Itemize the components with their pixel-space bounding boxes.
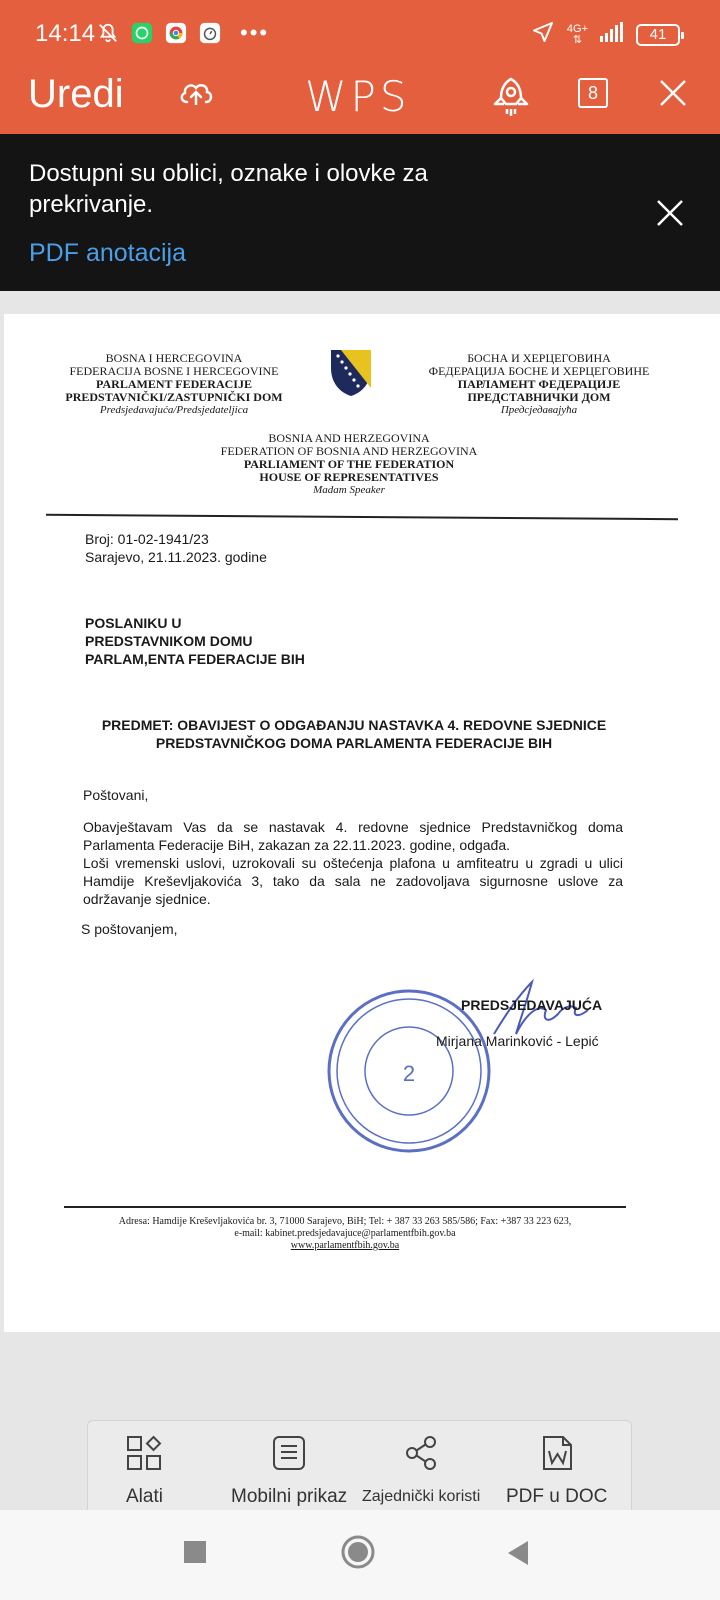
edit-button[interactable]: Uredi — [28, 72, 124, 116]
header-left-line: PARLAMENT FEDERACIJE — [96, 377, 252, 391]
tools-label: Alati — [126, 1486, 163, 1507]
status-time: 14:14 — [35, 20, 96, 47]
tools-grid-icon — [126, 1435, 162, 1476]
annotation-notice-banner — [0, 134, 720, 291]
battery-icon — [636, 24, 680, 46]
signer-title: PREDSJEDAVAJUĆA — [461, 997, 603, 1013]
wps-logo: WPS — [305, 72, 411, 121]
header-right-line: ФЕДЕРАЦИЈА БОСНЕ И ХЕРЦЕГОВИНЕ — [428, 364, 650, 378]
bottom-toolbar — [87, 1420, 632, 1520]
more-notifications-icon: ••• — [240, 20, 270, 45]
header-left-line: BOSNA I HERCEGOVINA — [105, 351, 243, 365]
share-button[interactable] — [362, 1435, 480, 1506]
share-label: Zajednički koristi — [362, 1488, 481, 1505]
footer-email: e-mail: kabinet.predsjedavajuce@parlamentfbih.gov.ba — [234, 1228, 456, 1239]
footer-website-link[interactable]: www.parlamentfbih.gov.ba — [290, 1240, 400, 1251]
header-center-line: BOSNIA AND HERZEGOVINA — [268, 431, 430, 445]
header-center-line: PARLIAMENT OF THE FEDERATION — [243, 457, 455, 471]
network-indicator: 4G+ ⇅ — [566, 22, 588, 46]
recent-apps-icon[interactable] — [183, 1540, 207, 1569]
header-center — [204, 432, 494, 497]
body-paragraph: Obavještavam Vas da se nastavak 4. redovne sjednice Predstavničkog doma Parlamenta Federacije BiH, zakazan za 22.11.2023. godine, odgađa. — [83, 819, 623, 853]
header-right-line: БОСНА И ХЕРЦЕГОВИНА — [467, 351, 611, 365]
subject-line: PREDSTAVNIČKOG DOMA PARLAMENTA FEDERACIJE BIH — [155, 735, 553, 751]
notice-text: Dostupni su oblici, oznake i olovke za prekrivanje. — [29, 160, 428, 218]
notification-icons — [96, 20, 269, 46]
recipient-line: PREDSTAVNIKOM DOMU — [85, 633, 253, 649]
closing: S poštovanjem, — [81, 921, 178, 937]
battery-level: 41 — [649, 26, 667, 43]
back-icon[interactable] — [506, 1540, 530, 1571]
tools-button[interactable] — [126, 1435, 163, 1508]
svg-text:2: 2 — [402, 1061, 416, 1086]
whatsapp-icon — [130, 21, 154, 45]
recipient-line: PARLAM,ENTA FEDERACIJE BIH — [85, 651, 305, 667]
cloud-upload-icon[interactable] — [178, 78, 214, 113]
header-right-line: Предсједавајућа — [500, 404, 578, 416]
reference-number: Broj: 01-02-1941/23 — [85, 531, 209, 547]
header-divider — [46, 514, 678, 520]
pdf-annotation-link[interactable]: PDF anotacija — [29, 239, 187, 267]
mobile-view-label: Mobilni prikaz — [231, 1486, 348, 1507]
rocket-icon[interactable] — [490, 76, 532, 123]
reference-date: Sarajevo, 21.11.2023. godine — [85, 549, 267, 565]
header-right-line: ПАРЛАМЕНТ ФЕДЕРАЦИЈЕ — [457, 377, 621, 391]
pdf-to-doc-icon — [539, 1435, 575, 1476]
greeting: Poštovani, — [83, 787, 149, 803]
pdf-page[interactable] — [4, 314, 720, 1332]
location-arrow-icon — [531, 20, 555, 49]
close-notice-icon[interactable] — [655, 198, 685, 233]
mobile-view-icon — [271, 1435, 307, 1476]
footer-address: Adresa: Hamdije Kreševljakovića br. 3, 71000 Sarajevo, BiH; Tel: + 387 33 263 585/586; Fax: +387 33 223 623, — [118, 1216, 572, 1227]
signer-name: Mirjana Marinković - Lepić — [436, 1033, 599, 1049]
header-right — [414, 352, 664, 417]
footer-divider — [64, 1206, 626, 1208]
chrome-icon — [164, 21, 188, 45]
status-right — [531, 20, 680, 49]
header-center-line: FEDERATION OF BOSNIA AND HERZEGOVINA — [220, 444, 478, 458]
header-left-line: Predsjedavajuća/Predsjedateljica — [99, 404, 249, 416]
header-left-line: PREDSTAVNIČKI/ZASTUPNIČKI DOM — [65, 390, 283, 404]
close-icon[interactable] — [658, 78, 688, 113]
status-bar — [0, 0, 720, 64]
pdf-to-doc-button[interactable] — [506, 1435, 607, 1508]
recipient-line: POSLANIKU U — [85, 615, 182, 631]
bell-off-icon — [96, 21, 120, 45]
home-icon[interactable] — [340, 1534, 376, 1575]
header-left — [54, 352, 294, 417]
mobile-view-button[interactable] — [231, 1435, 347, 1508]
signal-icon — [600, 22, 624, 47]
timer-app-icon — [198, 21, 222, 45]
header-center-line: HOUSE OF REPRESENTATIVES — [259, 470, 439, 484]
pdf-to-doc-label: PDF u DOC — [506, 1486, 608, 1507]
app-bar — [0, 64, 720, 134]
header-left-line: FEDERACIJA BOSNE I HERCEGOVINE — [69, 364, 279, 378]
system-navigation-bar — [0, 1510, 720, 1600]
network-type: 4G+ — [566, 22, 588, 35]
subject-line: PREDMET: OBAVIJEST O ODGAĐANJU NASTAVKA 4. REDOVNE SJEDNICE — [101, 717, 607, 733]
body-paragraph: Loši vremenski uslovi, uzrokovali su oštećenja plafona u amfiteatru u zgradi u ulici Hamdije Kreševljakovića 3, tako da sala ne zadovoljava sigurnosne uslove za održavanje sjednice. — [83, 855, 623, 907]
header-center-line: Madam Speaker — [313, 484, 385, 496]
coat-of-arms-icon — [329, 348, 373, 403]
tabs-count-button[interactable]: 8 — [578, 78, 608, 108]
share-icon — [403, 1435, 439, 1476]
header-right-line: ПРЕДСТАВНИЧКИ ДОМ — [467, 390, 611, 404]
